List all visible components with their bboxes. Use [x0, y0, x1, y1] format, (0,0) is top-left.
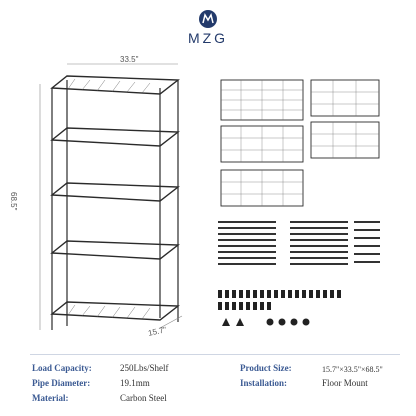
installation-value: Floor Mount — [322, 378, 368, 388]
brand-logo-text: MZG — [187, 30, 229, 46]
shelf-panels — [221, 80, 379, 206]
load-capacity-label: Load Capacity: — [32, 363, 92, 373]
product-size-value: 15.7"×33.5"×68.5" — [322, 365, 383, 374]
height-dimension-label: 68.5" — [9, 192, 18, 211]
product-size-label: Product Size: — [240, 363, 292, 373]
depth-dimension-label: 15.7" — [147, 325, 168, 338]
spec-divider — [30, 354, 400, 355]
material-value: Carbon Steel — [120, 393, 167, 403]
material-label: Material: — [32, 393, 69, 403]
pipe-diameter-value: 19.1mm — [120, 378, 150, 388]
installation-label: Installation: — [240, 378, 288, 388]
support-poles — [218, 222, 380, 264]
shelf-levels — [52, 76, 178, 320]
load-capacity-value: 250Lbs/Shelf — [120, 363, 169, 373]
clips-and-feet — [218, 290, 341, 326]
pipe-diameter-label: Pipe Diameter: — [32, 378, 91, 388]
width-dimension-label: 33.5" — [120, 55, 139, 64]
